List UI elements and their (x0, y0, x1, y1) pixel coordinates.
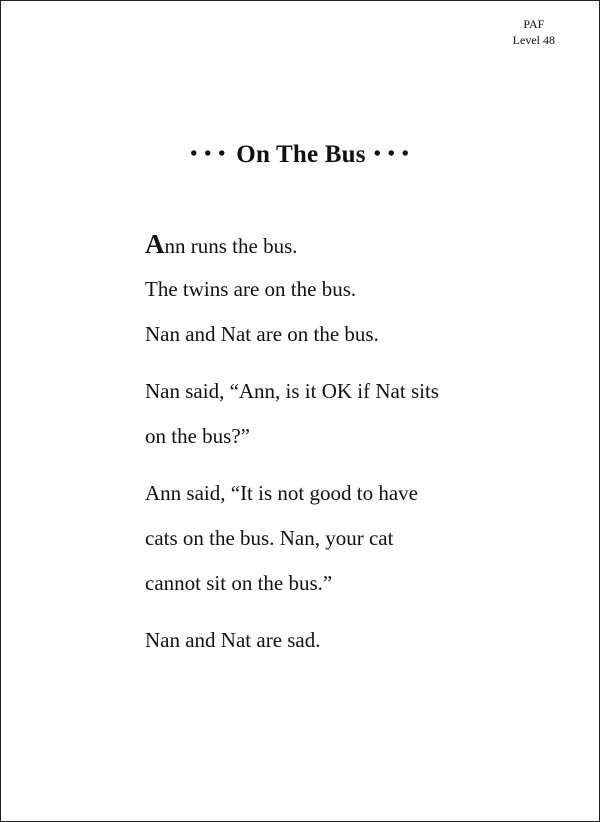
story-line: on the bus?” (145, 424, 250, 448)
story-line: Ann said, “It is not good to have (145, 481, 418, 505)
title-dots-right: • • • (373, 143, 410, 165)
title-dots-left: • • • (190, 143, 227, 165)
story-line: The twins are on the bus. (145, 277, 357, 301)
story-line: Nan and Nat are on the bus. (145, 322, 379, 346)
story-line (145, 229, 565, 259)
story-line: cats on the bus. Nan, your cat (145, 526, 394, 550)
series-label: PAF (523, 17, 545, 31)
story-line: cannot sit on the bus.” (145, 571, 333, 595)
story-line-text: nn runs the bus. (164, 234, 298, 258)
story-text (145, 229, 565, 652)
title-text: On The Bus (236, 141, 366, 168)
drop-cap: A (145, 229, 165, 259)
level-label: Level 48 (512, 33, 555, 47)
level-indicator (513, 16, 555, 48)
story-line: Nan and Nat are sad. (145, 628, 321, 652)
story-title (1, 141, 599, 169)
story-line: Nan said, “Ann, is it OK if Nat sits (145, 379, 439, 403)
